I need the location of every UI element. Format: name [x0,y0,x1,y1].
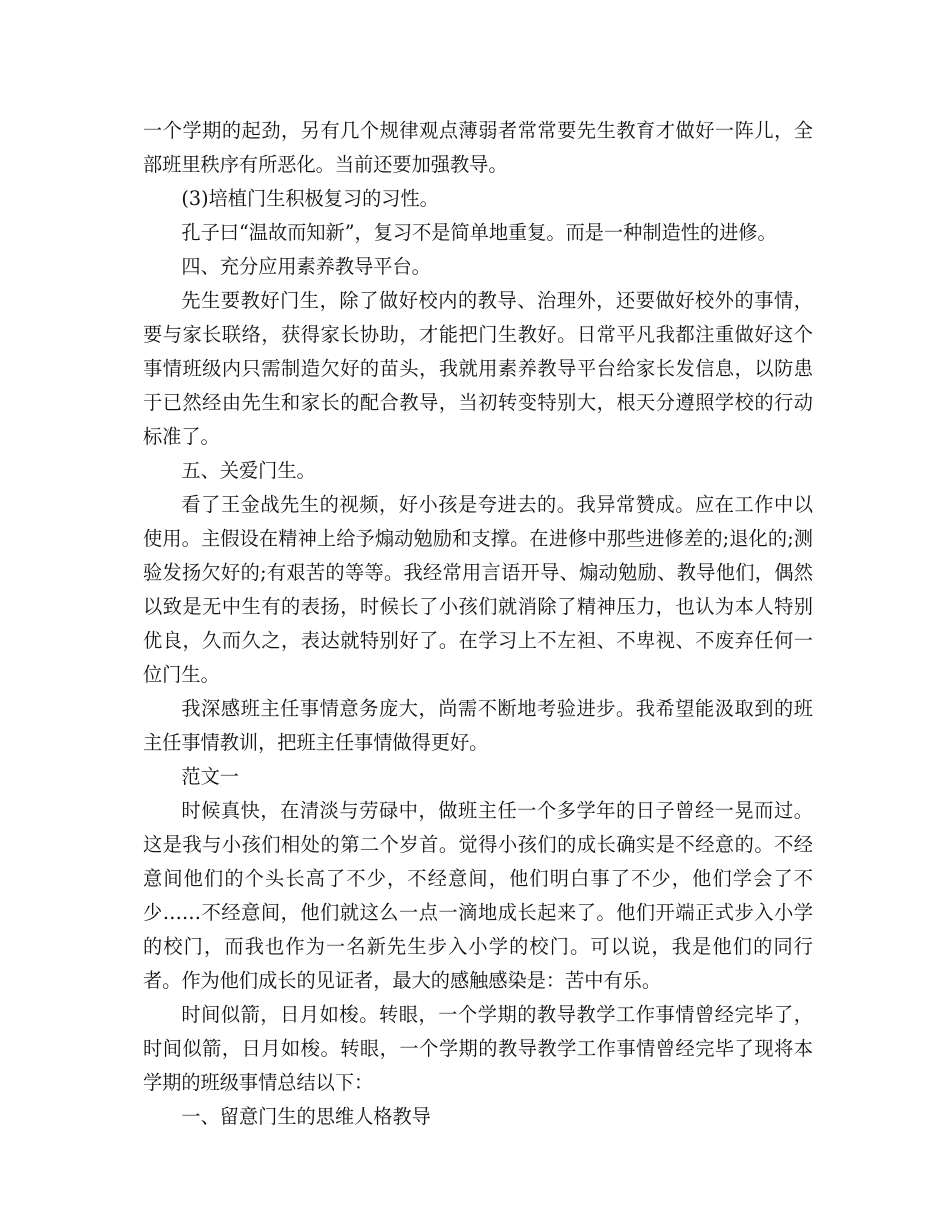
paragraph-habit-heading: (3)培植门生积极复习的习性。 [181,187,439,210]
document-body [143,114,813,1134]
paragraph-confucius-quote: 孔子曰“温故而知新”，复习不是简单地重复。而是一种制造性的进修。 [181,221,777,244]
paragraph-time-flies: 时候真快，在清淡与劳碌中，做班主任一个多学年的日子曾经一晃而过。这是我与小孩们相处的第二个岁首。觉得小孩们的成长确实是不经意的。不经意间他们的个头长高了不少，不经意间，他们明白事了不少，他们学会了不少……不经意间，他们就这么一点一滴地成长起来了。他们开端正式步入小学的校门，而我也作为一名新先生步入小学的校门。可以说，我是他们的同行者。作为他们成长的见证者，最大的感触感染是：苦中有乐。 [143,799,813,992]
section-heading-one: 一、留意门生的思维人格教导 [181,1105,431,1128]
sample-essay-title: 范文一 [181,765,239,788]
section-heading-four: 四、充分应用素养教导平台。 [181,255,431,278]
section-heading-five: 五、关爱门生。 [181,459,316,482]
paragraph-encouragement: 看了王金战先生的视频，好小孩是夸进去的。我异常赞成。应在工作中以使用。主假设在精神上给予煽动勉励和支撑。在进修中那些进修差的;退化的;测验发扬欠好的;有艰苦的等等。我经常用言语开导、煽动勉励、教导他们，偶然以致是无中生有的表扬，时候长了小孩们就消除了精神压力，也认为本人特别优良，久而久之，表达就特别好了。在学习上不左袒、不卑视、不废弃任何一位门生。 [143,493,813,686]
paragraph-parent-contact: 先生要教好门生，除了做好校内的教导、治理外，还要做好校外的事情，要与家长联络，获得家长协助，才能把门生教好。日常平凡我都注重做好这个事情班级内只需制造欠好的苗头，我就用素养教导平台给家长发信息，以防患于已然经由先生和家长的配合教导，当初转变特别大，根天分遵照学校的行动标准了。 [143,289,813,448]
paragraph-semester-summary: 时间似箭，日月如梭。转眼，一个学期的教导教学工作事情曾经完毕了， 时间似箭，日月如梭。转眼，一个学期的教导教学工作事情曾经完毕了现将本学期的班级事情总结以下： [143,1003,813,1094]
paragraph-continuation: 一个学期的起劲，另有几个规律观点薄弱者常常要先生教育才做好一阵儿，全部班里秩序有所恶化。当前还要加强教导。 [143,119,813,176]
paragraph-reflection: 我深感班主任事情意务庞大，尚需不断地考验进步。我希望能汲取到的班主任事情教训，把班主任事情做得更好。 [143,697,813,754]
